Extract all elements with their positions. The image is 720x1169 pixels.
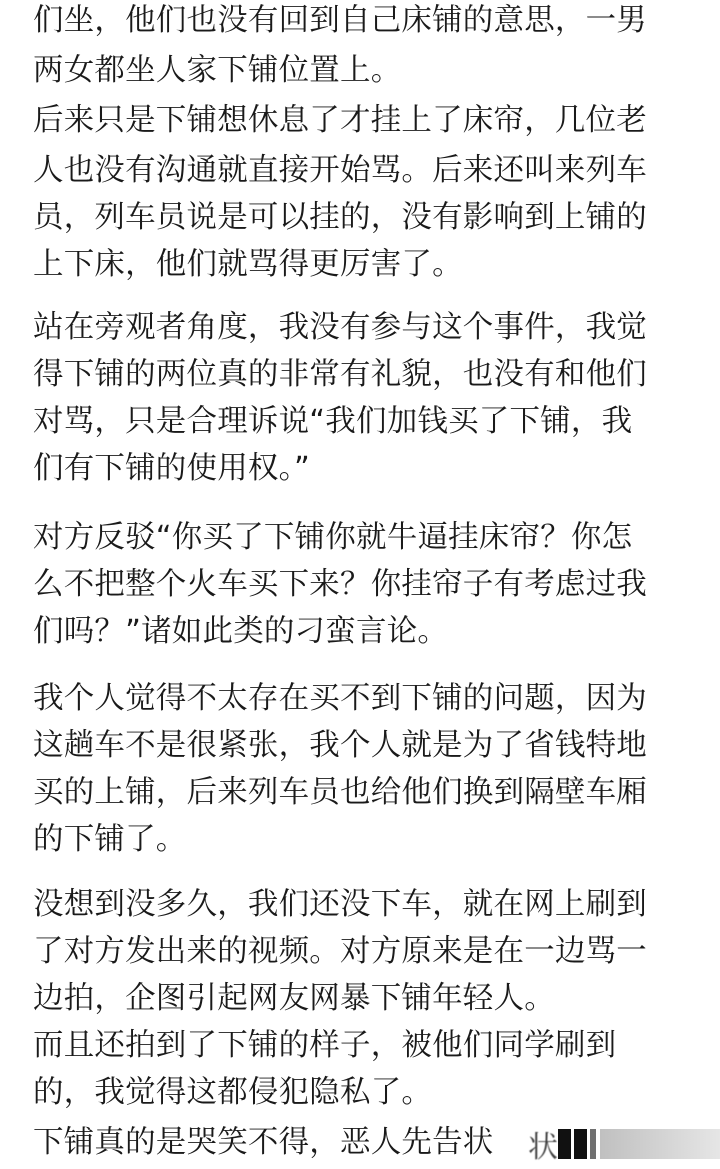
text-line: 们有下铺的使用权。” — [33, 451, 311, 486]
text-line: 了对方发出来的视频。对方原来是在一边骂一 — [33, 934, 647, 969]
text-line: 两女都坐人家下铺位置上。 — [33, 53, 402, 88]
text-line: 们吗？”诸如此类的刁蛮言论。 — [33, 614, 449, 649]
text-line: 对方反驳“你买了下铺你就牛逼挂床帘？你怎 — [33, 520, 633, 555]
watermark-fade — [600, 1129, 720, 1159]
text-line: 而且还拍到了下铺的样子，被他们同学刷到 — [33, 1028, 617, 1063]
text-line: 人也没有沟通就直接开始骂。后来还叫来列车 — [33, 153, 647, 188]
text-line: 得下铺的两位真的非常有礼貌，也没有和他们 — [33, 357, 647, 392]
text-line: 的，我觉得这都侵犯隐私了。 — [33, 1075, 433, 1110]
text-line: 么不把整个火车买下来？你挂帘子有考虑过我 — [33, 567, 647, 602]
text-line: 后来只是下铺想休息了才挂上了床帘，几位老 — [33, 103, 647, 138]
text-line: 买的上铺，后来列车员也给他们换到隔壁车厢 — [33, 775, 647, 810]
text-line: 对骂，只是合理诉说“我们加钱买了下铺，我 — [33, 404, 633, 439]
text-line: 下铺真的是哭笑不得，恶人先告状 — [33, 1125, 494, 1160]
text-line: 上下床，他们就骂得更厉害了。 — [33, 247, 463, 282]
watermark-bars — [558, 1129, 596, 1159]
text-line: 我个人觉得不太存在买不到下铺的问题，因为 — [33, 681, 647, 716]
text-line: 的下铺了。 — [33, 822, 187, 857]
watermark-text: 状 — [528, 1130, 556, 1165]
watermark — [528, 1124, 720, 1164]
text-line: 这趟车不是很紧张，我个人就是为了省钱特地 — [33, 728, 647, 763]
text-line: 边拍，企图引起网友网暴下铺年轻人。 — [33, 981, 555, 1016]
text-line: 员，列车员说是可以挂的，没有影响到上铺的 — [33, 200, 647, 235]
text-line: 没想到没多久，我们还没下车，就在网上刷到 — [33, 887, 647, 922]
text-line: 们坐，他们也没有回到自己床铺的意思，一男 — [33, 3, 647, 38]
text-line: 站在旁观者角度，我没有参与这个事件，我觉 — [33, 310, 647, 345]
